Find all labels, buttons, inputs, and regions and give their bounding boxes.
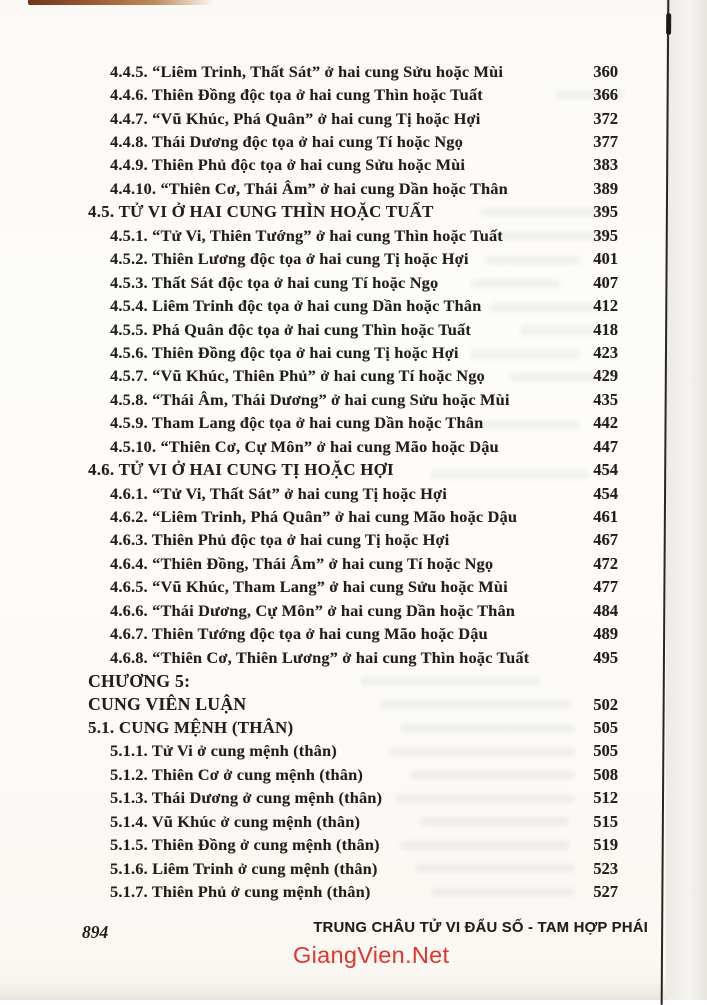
toc-row (0, 529, 707, 552)
toc-entry-text: CHƯƠNG 5: (88, 670, 191, 691)
toc-entry-text: 5.1.6. Liêm Trinh ở cung mệnh (thân) (110, 858, 378, 878)
toc-row (0, 810, 707, 833)
toc-entry-page-number: 360 (593, 61, 618, 81)
toc-entry-page-number: 442 (593, 413, 618, 433)
toc-entry-page-number: 447 (593, 436, 618, 456)
toc-entry-page-number: 467 (593, 530, 618, 550)
toc-row (0, 693, 707, 716)
toc-row (0, 623, 707, 646)
toc-entry-text: 5.1.4. Vũ Khúc ở cung mệnh (thân) (110, 811, 361, 831)
toc-row (0, 224, 707, 247)
toc-entry-text: 5.1.7. Thiên Phủ ở cung mệnh (thân) (110, 882, 371, 902)
toc-row (0, 833, 707, 856)
toc-entry-page-number: 401 (593, 249, 618, 269)
toc-entry-page-number: 505 (593, 741, 618, 761)
toc-row (0, 740, 707, 763)
toc-row (0, 787, 707, 810)
toc-row (0, 646, 707, 669)
table-of-contents (0, 60, 707, 904)
toc-row (0, 365, 707, 388)
page-number: 894 (82, 922, 109, 942)
toc-entry-page-number: 454 (593, 483, 618, 503)
toc-entry-text: 4.5. TỬ VI Ở HAI CUNG THÌN HOẶC TUẤT (88, 202, 434, 222)
toc-entry-text: 4.6. TỬ VI Ở HAI CUNG TỊ HOẶC HỢI (88, 460, 394, 480)
toc-entry-text: 4.5.3. Thất Sát độc tọa ở hai cung Tí hoặc Ngọ (110, 272, 439, 292)
toc-entry-page-number: 512 (593, 788, 618, 808)
toc-entry-page-number: 366 (593, 85, 618, 105)
toc-entry-text: 4.5.5. Phá Quân độc tọa ở hai cung Thìn hoặc Tuất (110, 319, 471, 339)
toc-row (0, 505, 707, 528)
toc-row (0, 599, 707, 622)
toc-entry-text: 5.1.3. Thái Dương ở cung mệnh (thân) (110, 788, 383, 808)
toc-entry-text: 5.1.1. Tử Vi ở cung mệnh (thân) (110, 741, 337, 761)
toc-entry-text: 4.6.5. “Vũ Khúc, Tham Lang” ở hai cung Sửu hoặc Mùi (110, 577, 508, 597)
toc-entry-text: 4.5.2. Thiên Lương độc tọa ở hai cung Tị hoặc Hợi (110, 249, 469, 269)
toc-entry-text: 4.5.9. Tham Lang độc tọa ở hai cung Dần hoặc Thân (110, 413, 484, 433)
toc-entry-text: 4.4.8. Thái Dương độc tọa ở hai cung Tí hoặc Ngọ (110, 132, 463, 152)
toc-entry-text: 5.1. CUNG MỆNH (THÂN) (88, 717, 294, 737)
toc-entry-page-number: 383 (593, 155, 618, 175)
toc-row (0, 154, 707, 177)
toc-row (0, 716, 707, 739)
toc-entry-page-number: 527 (593, 882, 618, 902)
toc-entry-page-number: 515 (593, 811, 618, 831)
toc-row (0, 669, 707, 692)
toc-row (0, 435, 707, 458)
toc-row (0, 271, 707, 294)
toc-entry-page-number: 505 (593, 717, 618, 737)
toc-entry-page-number: 435 (593, 389, 618, 409)
toc-entry-page-number: 389 (593, 178, 618, 198)
toc-entry-page-number: 377 (593, 132, 618, 152)
toc-entry-text: 4.6.2. “Liêm Trinh, Phá Quân” ở hai cung Mão hoặc Dậu (110, 507, 518, 527)
toc-entry-text: 4.5.8. “Thái Âm, Thái Dương” ở hai cung Sửu hoặc Mùi (110, 389, 510, 409)
toc-entry-page-number: 523 (593, 858, 618, 878)
toc-entry-text: 4.6.8. “Thiên Cơ, Thiên Lương” ở hai cung Thìn hoặc Tuất (110, 647, 530, 667)
toc-entry-page-number: 429 (593, 366, 618, 386)
toc-entry-text: 4.6.4. “Thiên Đồng, Thái Âm” ở hai cung Tí hoặc Ngọ (110, 553, 494, 573)
toc-row (0, 201, 707, 224)
toc-entry-page-number: 412 (593, 296, 618, 316)
toc-entry-text: 4.6.7. Thiên Tướng độc tọa ở hai cung Mão hoặc Dậu (110, 624, 488, 644)
toc-entry-page-number: 461 (593, 507, 618, 527)
toc-entry-text: 5.1.5. Thiên Đồng ở cung mệnh (thân) (110, 835, 380, 855)
toc-entry-text: CUNG VIÊN LUẬN (88, 694, 247, 715)
toc-entry-page-number: 495 (593, 647, 618, 667)
toc-row (0, 130, 707, 153)
toc-row (0, 107, 707, 130)
toc-entry-text: 4.5.4. Liêm Trinh độc tọa ở hai cung Dần hoặc Thân (110, 296, 482, 316)
toc-entry-page-number: 502 (593, 694, 618, 714)
toc-entry-text: 4.5.6. Thiên Đồng độc tọa ở hai cung Tị hoặc Hợi (110, 342, 459, 362)
toc-row (0, 412, 707, 435)
toc-entry-page-number: 477 (593, 577, 618, 597)
toc-entry-text: 4.5.1. “Tử Vi, Thiên Tướng” ở hai cung Thìn hoặc Tuất (110, 225, 503, 245)
toc-entry-page-number: 372 (593, 108, 618, 128)
toc-row (0, 83, 707, 106)
toc-row (0, 458, 707, 481)
watermark-text: GiangVien.Net (293, 942, 450, 968)
toc-row (0, 294, 707, 317)
toc-entry-page-number: 423 (593, 342, 618, 362)
toc-row (0, 482, 707, 505)
toc-row (0, 248, 707, 271)
toc-entry-page-number: 472 (593, 553, 618, 573)
toc-entry-text: 4.4.9. Thiên Phủ độc tọa ở hai cung Sửu hoặc Mùi (110, 155, 466, 175)
toc-entry-text: 4.4.7. “Vũ Khúc, Phá Quân” ở hai cung Tị hoặc Hợi (110, 108, 481, 128)
toc-entry-text: 4.4.6. Thiên Đồng độc tọa ở hai cung Thìn hoặc Tuất (110, 85, 483, 105)
toc-row (0, 576, 707, 599)
toc-entry-page-number: 519 (593, 835, 618, 855)
toc-row (0, 318, 707, 341)
scan-edge-artifact (28, 0, 214, 5)
toc-row (0, 857, 707, 880)
toc-entry-text: 4.6.1. “Tử Vi, Thất Sát” ở hai cung Tị hoặc Hợi (110, 483, 447, 503)
toc-entry-text: 4.6.6. “Thái Dương, Cự Môn” ở hai cung Dần hoặc Thân (110, 600, 516, 620)
toc-row (0, 341, 707, 364)
toc-entry-page-number: 489 (593, 624, 618, 644)
toc-entry-text: 4.6.3. Thiên Phủ độc tọa ở hai cung Tị hoặc Hợi (110, 530, 450, 550)
toc-entry-page-number: 395 (593, 225, 618, 245)
toc-row (0, 763, 707, 786)
toc-row (0, 177, 707, 200)
toc-entry-page-number: 454 (593, 460, 618, 480)
toc-entry-text: 4.4.10. “Thiên Cơ, Thái Âm” ở hai cung Dần hoặc Thân (110, 178, 508, 198)
toc-entry-text: 5.1.2. Thiên Cơ ở cung mệnh (thân) (110, 764, 363, 784)
toc-entry-text: 4.4.5. “Liêm Trinh, Thất Sát” ở hai cung Sửu hoặc Mùi (110, 61, 504, 81)
toc-row (0, 880, 707, 903)
toc-entry-text: 4.5.10. “Thiên Cơ, Cự Môn” ở hai cung Mão hoặc Dậu (110, 436, 499, 456)
toc-row (0, 388, 707, 411)
book-title: TRUNG CHÂU TỬ VI ĐẨU SỐ - TAM HỢP PHÁI (313, 920, 648, 936)
toc-entry-page-number: 395 (593, 202, 618, 222)
toc-entry-page-number: 418 (593, 319, 618, 339)
toc-row (0, 552, 707, 575)
toc-row (0, 60, 707, 83)
toc-entry-page-number: 508 (593, 764, 618, 784)
toc-entry-page-number: 484 (593, 600, 618, 620)
toc-entry-page-number: 407 (593, 272, 618, 292)
toc-entry-text: 4.5.7. “Vũ Khúc, Thiên Phủ” ở hai cung Tí hoặc Ngọ (110, 366, 485, 386)
